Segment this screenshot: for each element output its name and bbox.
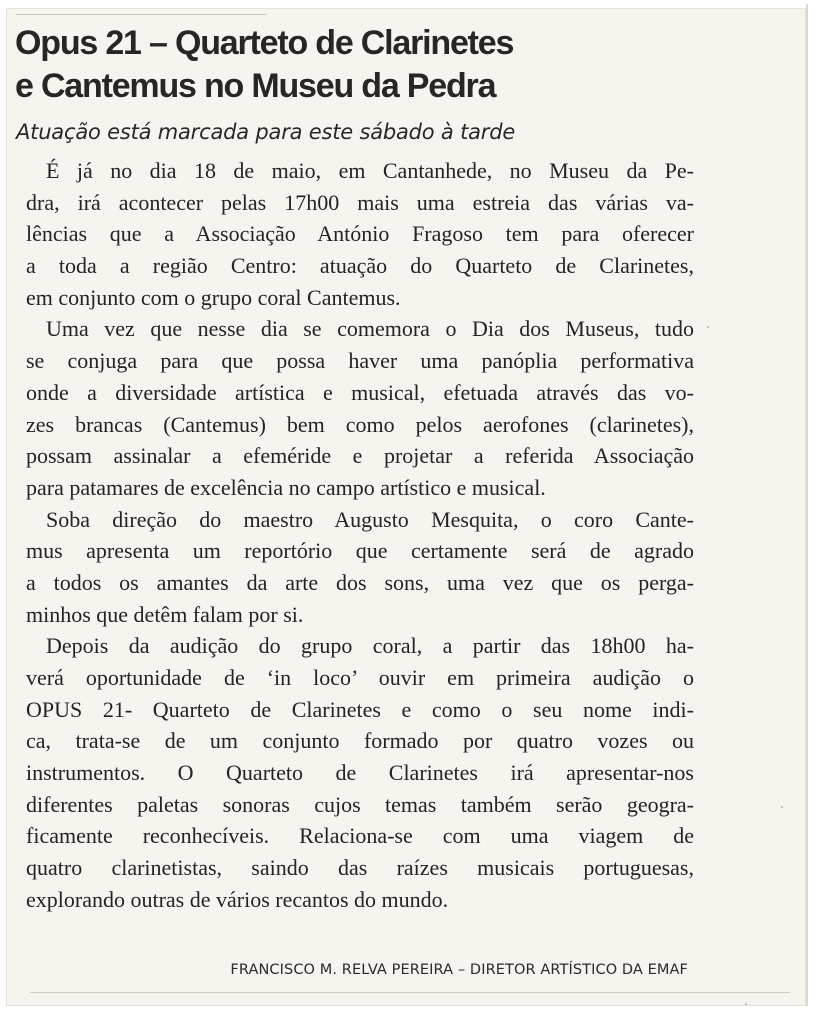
body-line: OPUS 21- Quarteto de Clarinetes e como o seu nome indi- bbox=[26, 696, 694, 722]
body-line: se conjuga para que possa haver uma panóplia performativa bbox=[26, 348, 694, 374]
article-body bbox=[26, 155, 694, 916]
body-line: possam assinalar a efeméride e projetar a referida Associação bbox=[26, 443, 694, 469]
body-line: É já no dia 18 de maio, em Cantanhede, no Museu da Pe- bbox=[46, 158, 694, 183]
body-line: a todos os amantes da arte dos sons, uma vez que os perga- bbox=[26, 569, 694, 595]
scan-speck bbox=[781, 806, 783, 808]
body-line: diferentes paletas sonoras cujos temas também serão geogra- bbox=[26, 791, 694, 817]
headline bbox=[15, 22, 615, 108]
subtitle: Atuação está marcada para este sábado à tarde bbox=[16, 120, 516, 144]
body-line: verá oportunidade de ‘in loco’ ouvir em primeira audição o bbox=[26, 665, 694, 690]
body-line: minhos que detêm falam por si. bbox=[26, 601, 304, 627]
author-byline: FRANCISCO M. RELVA PEREIRA – DIRETOR ARTÍSTICO DA EMAF bbox=[230, 962, 688, 978]
headline-line: Opus 21 – Quarteto de Clarinetes bbox=[15, 24, 514, 62]
body-line: Soba direção do maestro Augusto Mesquita, o coro Cante- bbox=[46, 506, 694, 532]
body-line: ficamente reconhecíveis. Relaciona-se com uma viagem de bbox=[26, 823, 694, 849]
bottom-rule bbox=[30, 992, 790, 993]
body-line: onde a diversidade artística e musical, efetuada através das vo- bbox=[26, 379, 694, 405]
body-line: ca, trata-se de um conjunto formado por quatro vozes ou bbox=[26, 728, 694, 754]
headline-line: e Cantemus no Museu da Pedra bbox=[15, 67, 496, 105]
body-line: dra, irá acontecer pelas 17h00 mais uma estreia das várias va- bbox=[26, 189, 694, 215]
body-line: instrumentos. O Quarteto de Clarinetes irá apresentar-nos bbox=[26, 760, 694, 786]
scan-speck bbox=[745, 1003, 747, 1005]
body-line: Depois da audição do grupo coral, a partir das 18h00 ha- bbox=[46, 633, 694, 659]
body-line: mus apresenta um reportório que certamente será de agrado bbox=[26, 538, 694, 564]
scan-edge bbox=[806, 4, 808, 1006]
body-line: em conjunto com o grupo coral Cantemus. bbox=[26, 284, 401, 310]
top-rule bbox=[16, 14, 266, 15]
body-line: a toda a região Centro: atuação do Quarteto de Clarinetes, bbox=[26, 253, 694, 279]
scan-speck bbox=[707, 326, 709, 328]
body-line: quatro clarinetistas, saindo das raízes musicais portuguesas, bbox=[26, 855, 694, 881]
body-line: Uma vez que nesse dia se comemora o Dia dos Museus, tudo bbox=[46, 316, 694, 342]
body-line: explorando outras de vários recantos do mundo. bbox=[26, 886, 449, 912]
body-line: zes brancas (Cantemus) bem como pelos aerofones (clarinetes), bbox=[26, 411, 694, 437]
body-line: lências que a Associação António Fragoso tem para oferecer bbox=[26, 221, 694, 247]
body-line: para patamares de excelência no campo artístico e musical. bbox=[26, 474, 546, 500]
